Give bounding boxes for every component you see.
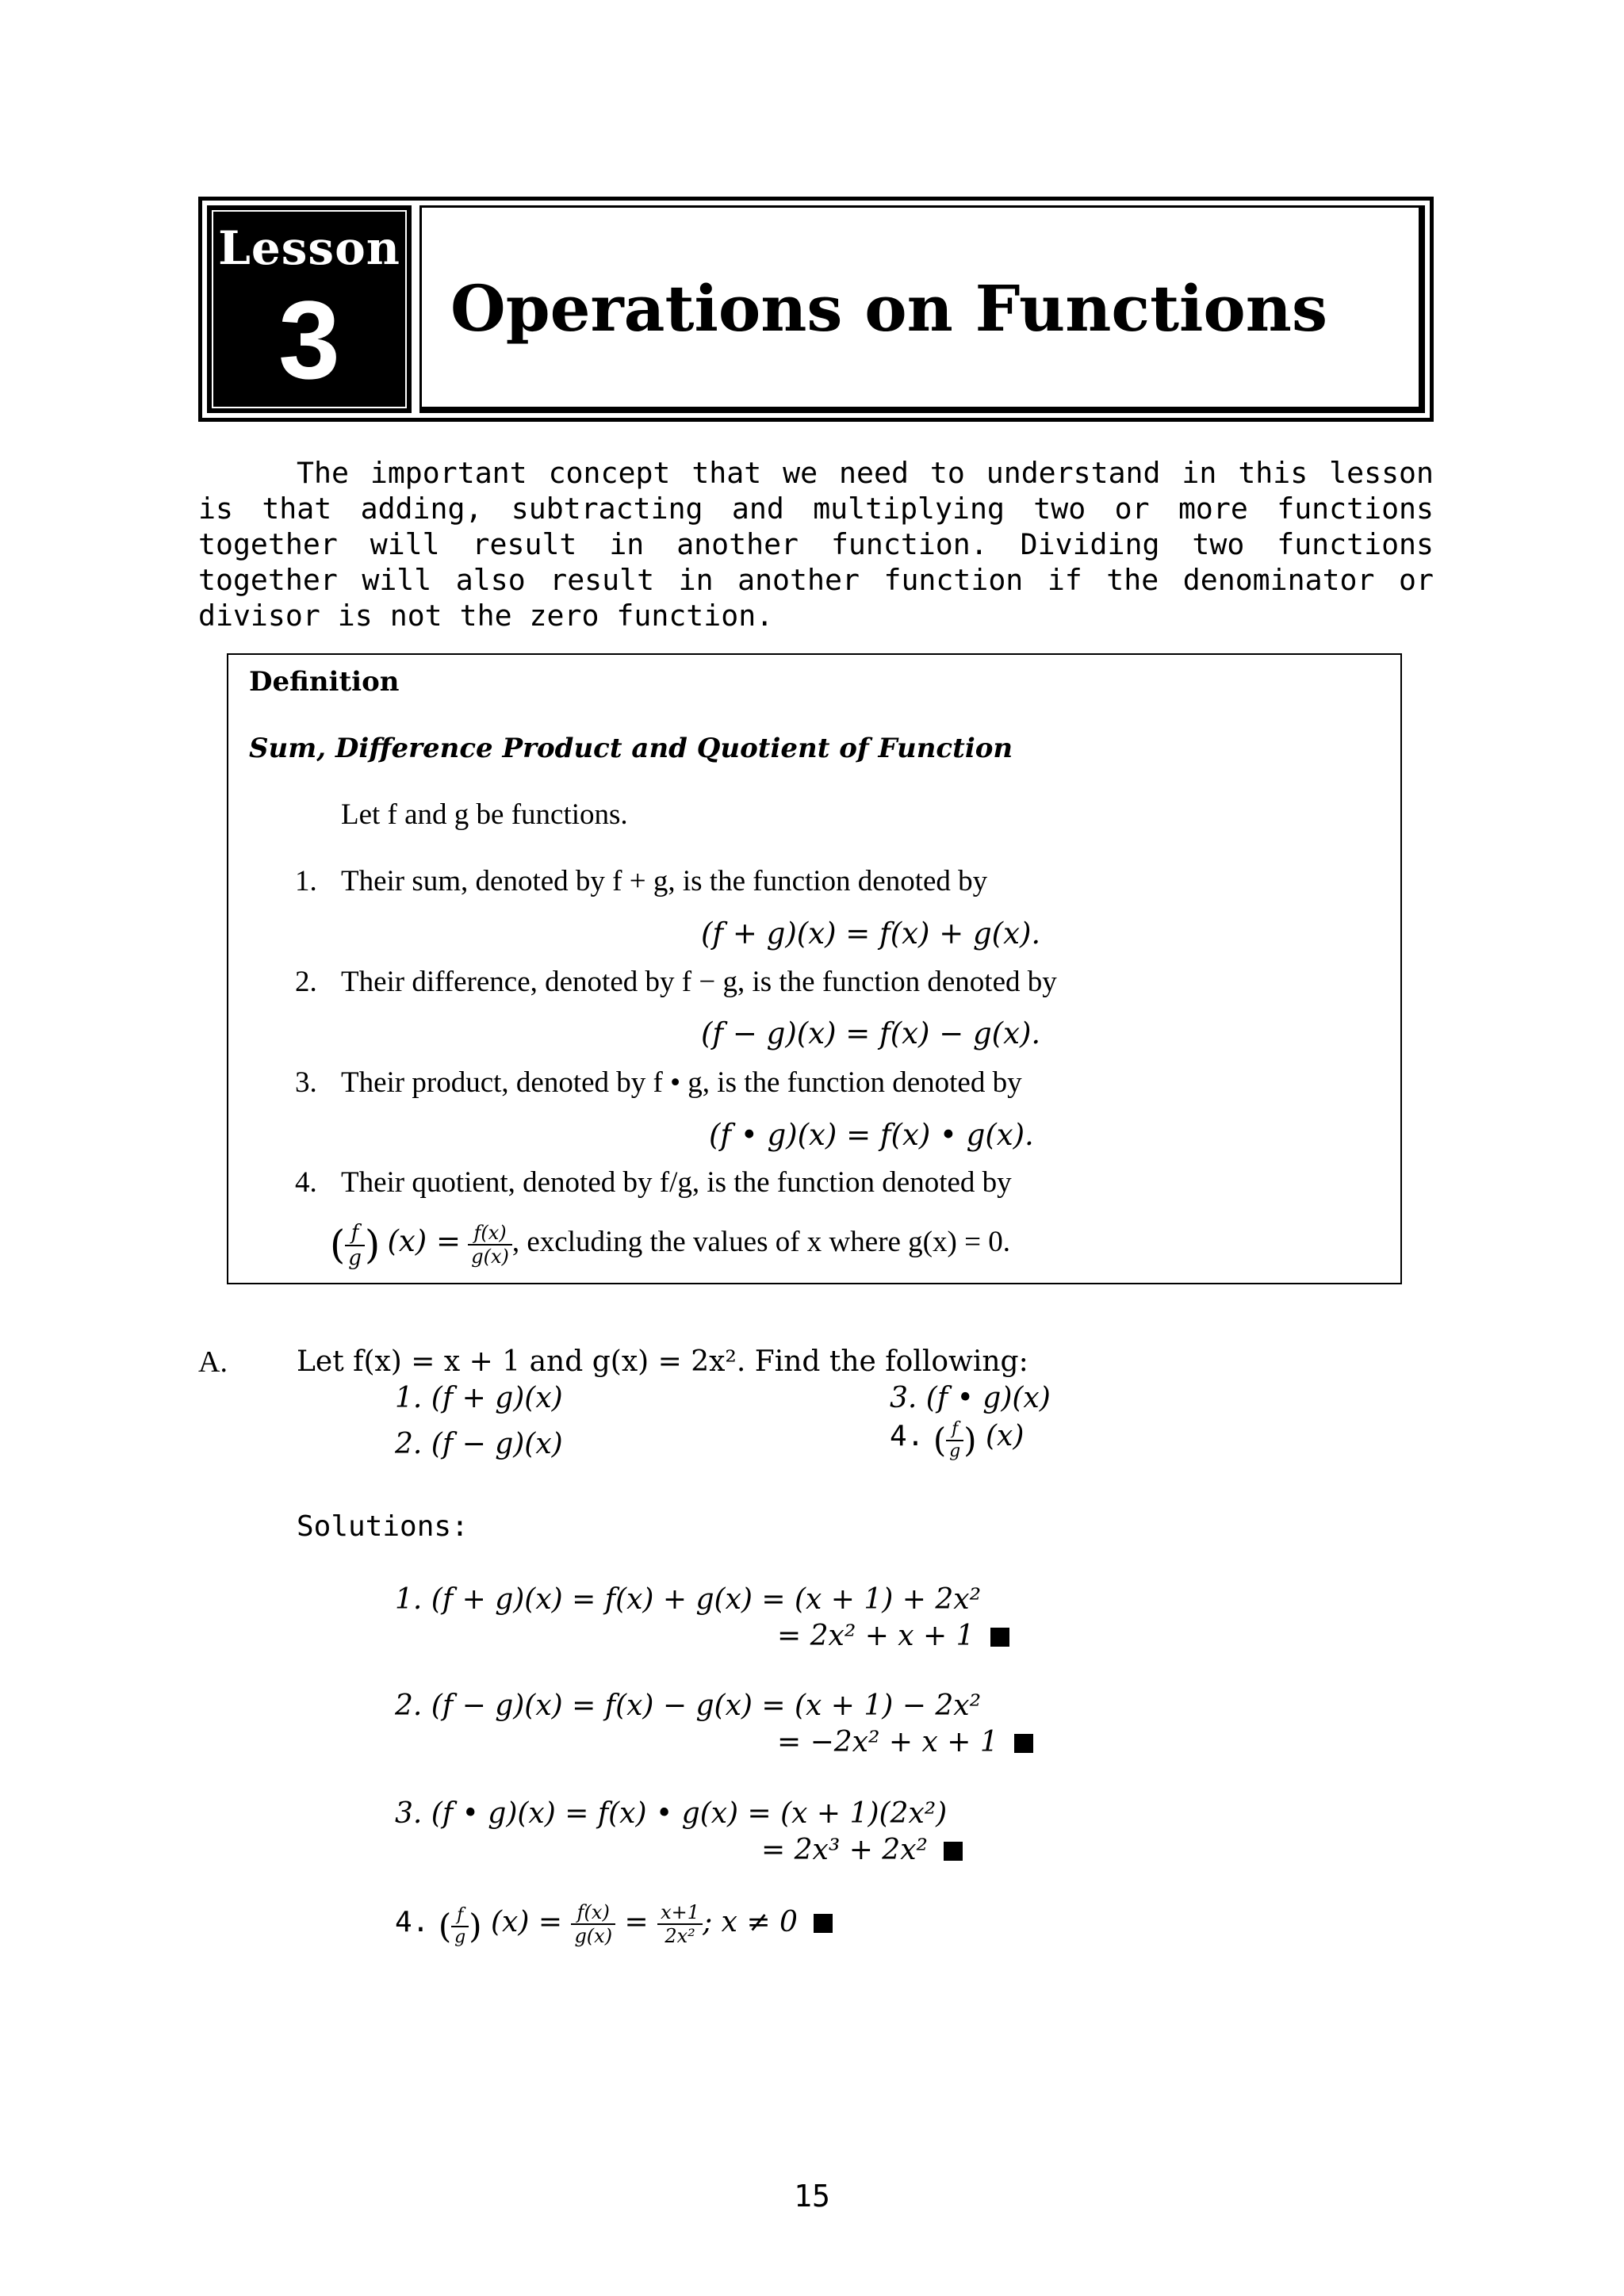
solution-1-result: = 2x² + x + 1 (777, 1620, 975, 1652)
solution-2-line1: 2. (f − g)(x) = f(x) − g(x) = (x + 1) − 2x² (395, 1689, 982, 1722)
definition-box (227, 653, 1402, 1284)
solution-1-line1: 1. (f + g)(x) = f(x) + g(x) = (x + 1) + 2x² (395, 1583, 982, 1616)
definition-item-2-num: 2. (295, 966, 317, 998)
solutions-label: Solutions: (297, 1510, 469, 1543)
solution-3-line1: 3. (f • g)(x) = f(x) • g(x) = (x + 1)(2x²) (395, 1797, 948, 1830)
solution-3-line2 (761, 1833, 963, 1868)
lesson-header (198, 197, 1434, 422)
definition-item-4-formula: ( $\frac{f}{g}$ ) (x) = $\frac{f(x)}{g(x)}$ , excluding the values of x where g(x) = 0. (330, 1221, 1010, 1270)
lesson-badge (207, 205, 412, 413)
task-4-num: 4. (890, 1420, 925, 1452)
solution-4-num: 4. (395, 1906, 430, 1938)
definition-item-2-formula: (f − g)(x) = f(x) − g(x). (701, 1016, 1041, 1050)
end-of-proof-square (990, 1628, 1009, 1647)
solution-1-line2 (777, 1619, 1009, 1654)
lesson-title-box (419, 205, 1425, 413)
solution-4-tail: ; x ≠ 0 (703, 1906, 798, 1938)
solution-3-result: = 2x³ + 2x² (761, 1834, 928, 1866)
end-of-proof-square (944, 1842, 963, 1861)
definition-let: Let f and g be functions. (341, 798, 628, 831)
definition-item-2-text: Their difference, denoted by f − g, is the function denoted by (341, 966, 1057, 998)
definition-item-1-num: 1. (295, 865, 317, 897)
definition-subheading: Sum, Difference Product and Quotient of Function (249, 733, 1013, 764)
end-of-proof-square (1014, 1734, 1033, 1753)
intro-paragraph: The important concept that we need to understand in this lesson is that adding, subtracting and multiplying two or more functions together will result in another function. Dividing two functions together will also result in another function if the denominator or divisor is not the zero function. (198, 456, 1434, 633)
task-2: 2. (f − g)(x) (395, 1428, 563, 1460)
lesson-number: 3 (278, 277, 340, 402)
definition-heading: Definition (249, 666, 400, 698)
page-number: 15 (794, 2179, 830, 2214)
end-of-proof-square (814, 1914, 833, 1933)
definition-item-4-text: Their quotient, denoted by f/g, is the function denoted by (341, 1166, 1012, 1199)
definition-item-3-formula: (f • g)(x) = f(x) • g(x). (709, 1118, 1034, 1152)
definition-item-1-text: Their sum, denoted by f + g, is the function denoted by (341, 865, 988, 897)
exercise-label: A. (198, 1345, 228, 1379)
definition-item-3-num: 3. (295, 1066, 317, 1099)
task-3: 3. (f • g)(x) (890, 1382, 1051, 1414)
lesson-label: Lesson (218, 221, 400, 275)
definition-item-4-num: 4. (295, 1166, 317, 1199)
lesson-title: Operations on Functions (450, 271, 1327, 346)
solution-2-result: = −2x² + x + 1 (777, 1726, 998, 1758)
solution-2-line2 (777, 1725, 1033, 1760)
exercise-prompt: Let f(x) = x + 1 and g(x) = 2x². Find the following: (297, 1345, 1028, 1378)
task-4: 4. ( $\frac{f}{g}$ ) (x) (890, 1419, 1025, 1461)
solution-4: 4. ( $\frac{f}{g}$ ) (x) = $\frac{f(x)}{g(x)}$ = $\frac{x+1}{\text{2x²}}$ ; x ≠ 0 (395, 1903, 833, 1946)
definition-item-1-formula: (f + g)(x) = f(x) + g(x). (701, 916, 1041, 951)
definition-item-4-tail: , excluding the values of x where g(x) = 0. (511, 1226, 1010, 1258)
task-1: 1. (f + g)(x) (395, 1382, 563, 1414)
definition-item-3-text: Their product, denoted by f • g, is the function denoted by (341, 1066, 1022, 1099)
